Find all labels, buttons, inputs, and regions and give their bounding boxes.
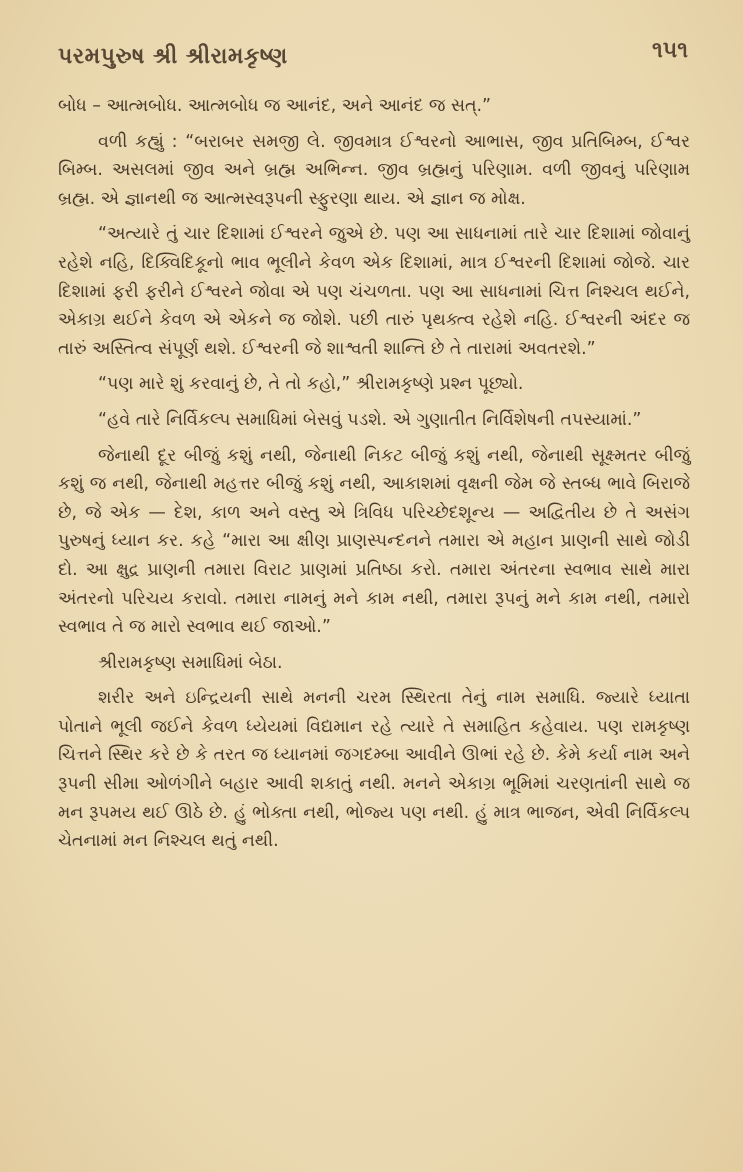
body-text	[58, 92, 690, 863]
chapter-title: પરમપુરુષ શ્રી શ્રીરામકૃષ્ણ	[58, 44, 288, 69]
page-number: ૧૫૧	[651, 38, 688, 63]
paragraph: શરીર અને ઇન્દ્રિયની સાથે મનની ચરમ સ્થિરતા તેનું નામ સમાધિ. જ્યારે ધ્યાતા પોતાને ભૂલી જઈને કેવળ ધ્યેયમાં વિદ્યમાન રહે ત્યારે તે સમાહિત કહેવાય. પણ રામકૃષ્ણ ચિત્તને સ્થિર કરે છે કે તરત જ ધ્યાનમાં જગદમ્બા આવીને ઊભાં રહે છે. કેમે કર્યા નામ અને રૂપની સીમા ઓળંગીને બહાર આવી શકાતું નથી. મનને એકાગ્ર ભૂમિમાં ચરણતાંની સાથે જ મન રૂપમય થઈ ઊઠે છે. હું ભોક્તા નથી, ભોજ્ય પણ નથી. હું માત્ર ભાજન, એવી નિર્વિકલ્પ ચેતનામાં મન નિશ્ચલ થતું નથી.	[58, 688, 690, 852]
running-head	[58, 38, 688, 74]
paragraph: “હવે તારે નિર્વિકલ્પ સમાધિમાં બેસવું પડશે. એ ગુણાતીત નિર્વિશેષની તપસ્યામાં.”	[98, 409, 642, 430]
paragraph: જેનાથી દૂર બીજું કશું નથી, જેનાથી નિકટ બીજું કશું નથી, જેનાથી સૂક્ષ્મતર બીજું કશું જ નથી, જેનાથી મહત્તર બીજું કશું નથી, આકાશમાં વૃક્ષની જેમ જે સ્તબ્ધ ભાવે બિરાજે છે, જે એક — દેશ, કાળ અને વસ્તુ એ ત્રિવિધ પરિચ્છેદશૂન્ય — અદ્વિતીય છે તે અસંગ પુરુષનું ધ્યાન કર. કહે “મારા આ ક્ષીણ પ્રાણસ્પન્દનને તમારા એ મહાન પ્રાણની સાથે જોડી દો. આ ક્ષુદ્ર પ્રાણની તમારા વિરાટ પ્રાણમાં પ્રતિષ્ઠા કરો. તમારા અંતરના સ્વભાવ સાથે મારા અંતરનો પરિચય કરાવો. તમારા નામનું મને કામ નથી, તમારા રૂપનું મને કામ નથી, તમારો સ્વભાવ તે જ મારો સ્વભાવ થઈ જાઓ.”	[58, 445, 690, 638]
paragraph: વળી કહ્યું : “બરાબર સમજી લે. જીવમાત્ર ઈશ્વરનો આભાસ, જીવ પ્રતિબિમ્બ, ઈશ્વર બિમ્બ. અસલમાં જીવ અને બ્રહ્મ અભિન્ન. જીવ બ્રહ્મનું પરિણામ. વળી જીવનું પરિણામ બ્રહ્મ. એ જ્ઞાનથી જ આત્મસ્વરૂપની સ્ફુરણા થાય. એ જ્ઞાન જ મોક્ષ.	[58, 131, 690, 209]
paragraph-continuation: બોધ – આત્મબોધ. આત્મબોધ જ આનંદ, અને આનંદ જ સત્.”	[58, 96, 492, 116]
paragraph: “પણ મારે શું કરવાનું છે, તે તો કહો,” શ્રીરામકૃષ્ણે પ્રશ્ન પૂછ્યો.	[98, 374, 524, 395]
paragraph: શ્રીરામકૃષ્ણ સમાધિમાં બેઠા.	[98, 652, 283, 673]
paragraph: “અત્યારે તું ચાર દિશામાં ઈશ્વરને જુએ છે. પણ આ સાધનામાં તારે ચાર દિશામાં જોવાનું રહેશે નહિ, દિક્વિદિકૂનો ભાવ ભૂલીને કેવળ એક દિશામાં, માત્ર ઈશ્વરની દિશામાં જોજે. ચાર દિશામાં ફરી ફરીને ઈશ્વરને જોવા એ પણ ચંચળતા. પણ આ સાધનામાં ચિત્ત નિશ્ચલ થઈને, એકાગ્ર થઈને કેવળ એ એકને જ જોશે. પછી તારું પૃથક્ત્વ રહેશે નહિ. ઈશ્વરની અંદર જ તારું અસ્તિત્વ સંપૂર્ણ થશે. ઈશ્વરની જે શાશ્વતી શાન્તિ છે તે તારામાં અવતરશે.”	[58, 224, 690, 359]
